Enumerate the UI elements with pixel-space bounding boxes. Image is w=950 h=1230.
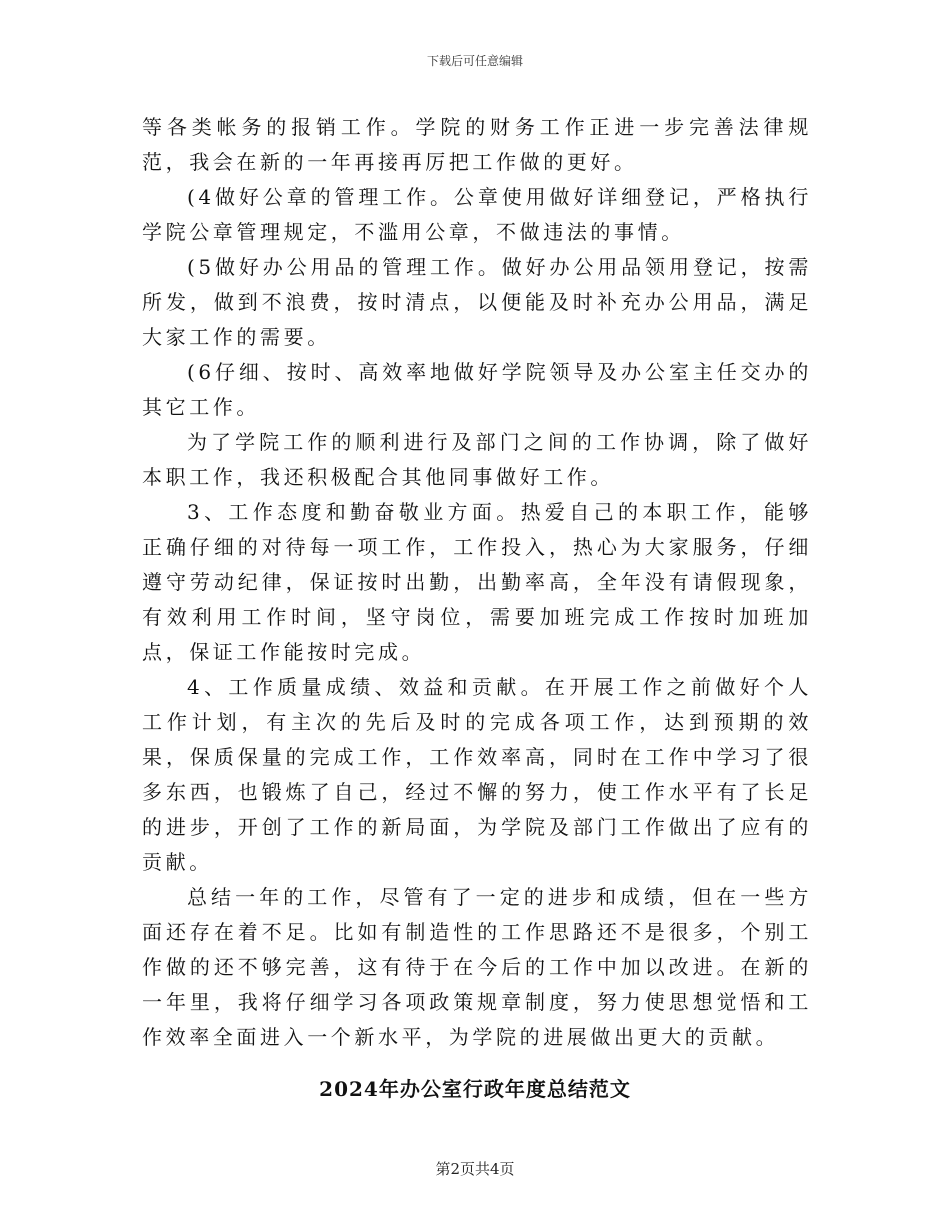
next-article-title: 2024年办公室行政年度总结范文 [319, 1077, 631, 1101]
paragraph-item-6: (6仔细、按时、高效率地做好学院领导及办公室主任交办的其它工作。 [142, 360, 812, 419]
document-body [142, 110, 812, 1055]
paragraph-continuation: 等各类帐务的报销工作。学院的财务工作正进一步完善法律规范，我会在新的一年再接再厉把工作做的更好。 [142, 115, 812, 174]
page-header-note: 下载后可任意编辑 [426, 54, 523, 68]
page-footer-number: 第2页共4页 [435, 1160, 515, 1178]
paragraph-work-quality: 4、工作质量成绩、效益和贡献。在开展工作之前做好个人工作计划，有主次的先后及时的完成各项工作，达到预期的效果，保质保量的完成工作，工作效率高，同时在工作中学习了很多东西，也锻炼了自己，经过不懈的努力，使工作水平有了长足的进步，开创了工作的新局面，为学院及部门工作做出了应有的贡献。 [142, 675, 812, 874]
paragraph-item-4: (4做好公章的管理工作。公章使用做好详细登记，严格执行学院公章管理规定，不滥用公章，不做违法的事情。 [142, 185, 812, 244]
paragraph-work-attitude: 3、工作态度和勤奋敬业方面。热爱自己的本职工作，能够正确仔细的对待每一项工作，工作投入，热心为大家服务，仔细遵守劳动纪律，保证按时出勤，出勤率高，全年没有请假现象，有效利用工作时间，坚守岗位，需要加班完成工作按时加班加点，保证工作能按时完成。 [142, 500, 812, 664]
paragraph-coordination: 为了学院工作的顺利进行及部门之间的工作协调，除了做好本职工作，我还积极配合其他同事做好工作。 [142, 430, 812, 489]
paragraph-summary: 总结一年的工作，尽管有了一定的进步和成绩，但在一些方面还存在着不足。比如有制造性的工作思路还不是很多，个别工作做的还不够完善，这有待于在今后的工作中加以改进。在新的一年里，我将仔细学习各项政策规章制度，努力使思想觉悟和工作效率全面进入一个新水平，为学院的进展做出更大的贡献。 [142, 885, 812, 1049]
paragraph-item-5: (5做好办公用品的管理工作。做好办公用品领用登记，按需所发，做到不浪费，按时清点，以便能及时补充办公用品，满足大家工作的需要。 [142, 255, 812, 349]
